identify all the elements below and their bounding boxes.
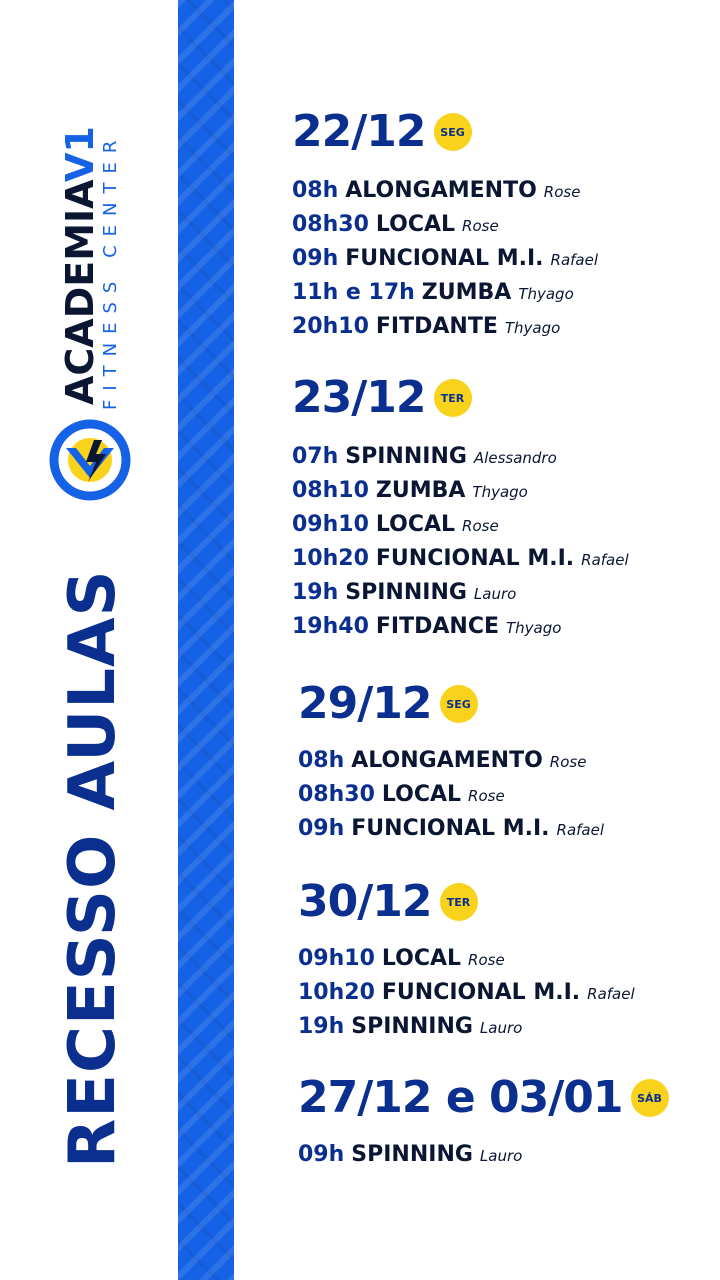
weekday-badge: SEG <box>440 685 478 723</box>
day-date: 30/12 <box>298 876 432 927</box>
decorative-stripe <box>178 0 234 1280</box>
brand-main: ACADEMIA <box>58 182 102 405</box>
class-name: ALONGAMENTO <box>345 178 537 203</box>
class-name: FUNCIONAL M.I. <box>375 546 575 571</box>
side-panel <box>0 0 178 1280</box>
day-date: 29/12 <box>298 678 432 729</box>
class-name: LOCAL <box>381 782 462 807</box>
class-row <box>292 174 598 208</box>
class-name: FITDANTE <box>375 314 498 339</box>
class-row <box>298 778 604 812</box>
class-name: FUNCIONAL M.I. <box>345 246 544 271</box>
class-instructor: Lauro <box>479 1019 523 1037</box>
day-date: 27/12 e 03/01 <box>298 1072 623 1123</box>
class-name: FUNCIONAL M.I. <box>351 816 550 841</box>
class-time: 09h10 <box>298 946 375 971</box>
academia-logo-icon <box>48 418 132 502</box>
weekday-badge: TER <box>440 883 478 921</box>
day-block <box>298 1072 669 1172</box>
class-instructor: Thyago <box>506 619 562 637</box>
class-instructor: Rose <box>462 517 499 535</box>
day-date: 22/12 <box>292 106 426 157</box>
class-row <box>298 942 635 976</box>
class-row <box>298 1138 669 1172</box>
class-time: 08h30 <box>298 782 375 807</box>
class-time: 08h30 <box>292 212 369 237</box>
weekday-badge: SEG <box>434 113 472 151</box>
day-block <box>298 678 604 846</box>
day-date: 23/12 <box>292 372 426 423</box>
class-time: 08h <box>298 748 345 773</box>
class-instructor: Alessandro <box>473 449 557 467</box>
class-row <box>292 576 629 610</box>
brand-subtitle: FITNESS CENTER <box>100 131 121 410</box>
class-row <box>298 812 604 846</box>
day-header <box>292 372 629 424</box>
class-name: LOCAL <box>375 512 456 537</box>
class-row <box>292 440 629 474</box>
class-instructor: Thyago <box>472 483 528 501</box>
day-block <box>292 372 629 644</box>
class-instructor: Rose <box>468 951 505 969</box>
class-name: FUNCIONAL M.I. <box>381 980 581 1005</box>
class-time: 08h <box>292 178 339 203</box>
day-header <box>292 106 598 158</box>
class-name: ZUMBA <box>375 478 466 503</box>
class-name: SPINNING <box>345 444 467 469</box>
class-row <box>292 242 598 276</box>
class-row <box>292 474 629 508</box>
class-row <box>292 310 598 344</box>
day-block <box>292 106 598 344</box>
class-instructor: Rafael <box>550 251 599 269</box>
class-row <box>292 508 629 542</box>
class-time: 10h20 <box>298 980 375 1005</box>
class-time: 09h10 <box>292 512 369 537</box>
weekday-badge: TER <box>434 379 472 417</box>
class-instructor: Thyago <box>518 285 574 303</box>
poster-title: RECESSO AULAS <box>56 569 130 1168</box>
class-time: 11h e 17h <box>292 280 415 305</box>
class-name: SPINNING <box>351 1142 473 1167</box>
day-block <box>298 876 635 1044</box>
weekday-badge: SÁB <box>631 1079 669 1117</box>
class-instructor: Lauro <box>479 1147 523 1165</box>
class-name: LOCAL <box>381 946 462 971</box>
class-row <box>298 976 635 1010</box>
class-instructor: Rose <box>468 787 505 805</box>
class-time: 08h10 <box>292 478 369 503</box>
class-row <box>298 744 604 778</box>
class-instructor: Rose <box>543 183 581 201</box>
class-name: FITDANCE <box>375 614 500 639</box>
class-instructor: Rafael <box>587 985 635 1003</box>
class-name: ZUMBA <box>421 280 512 305</box>
class-time: 19h <box>298 1014 345 1039</box>
class-time: 19h40 <box>292 614 369 639</box>
class-row <box>292 208 598 242</box>
class-instructor: Rose <box>462 217 499 235</box>
day-header <box>298 876 635 928</box>
class-time: 19h <box>292 580 339 605</box>
class-name: LOCAL <box>375 212 456 237</box>
class-time: 20h10 <box>292 314 369 339</box>
brand-v1: V1 <box>58 126 102 182</box>
class-instructor: Rafael <box>581 551 629 569</box>
brand-name <box>58 126 102 405</box>
class-row <box>292 276 598 310</box>
class-time: 10h20 <box>292 546 369 571</box>
class-instructor: Thyago <box>504 319 561 337</box>
class-row <box>292 610 629 644</box>
class-name: SPINNING <box>345 580 467 605</box>
class-name: SPINNING <box>351 1014 473 1039</box>
class-time: 09h <box>298 1142 345 1167</box>
day-header <box>298 678 604 730</box>
class-time: 09h <box>298 816 345 841</box>
class-name: ALONGAMENTO <box>351 748 543 773</box>
day-header <box>298 1072 669 1124</box>
class-time: 07h <box>292 444 339 469</box>
class-row <box>298 1010 635 1044</box>
class-time: 09h <box>292 246 339 271</box>
class-instructor: Rafael <box>556 821 605 839</box>
class-row <box>292 542 629 576</box>
class-instructor: Lauro <box>473 585 517 603</box>
class-instructor: Rose <box>549 753 587 771</box>
